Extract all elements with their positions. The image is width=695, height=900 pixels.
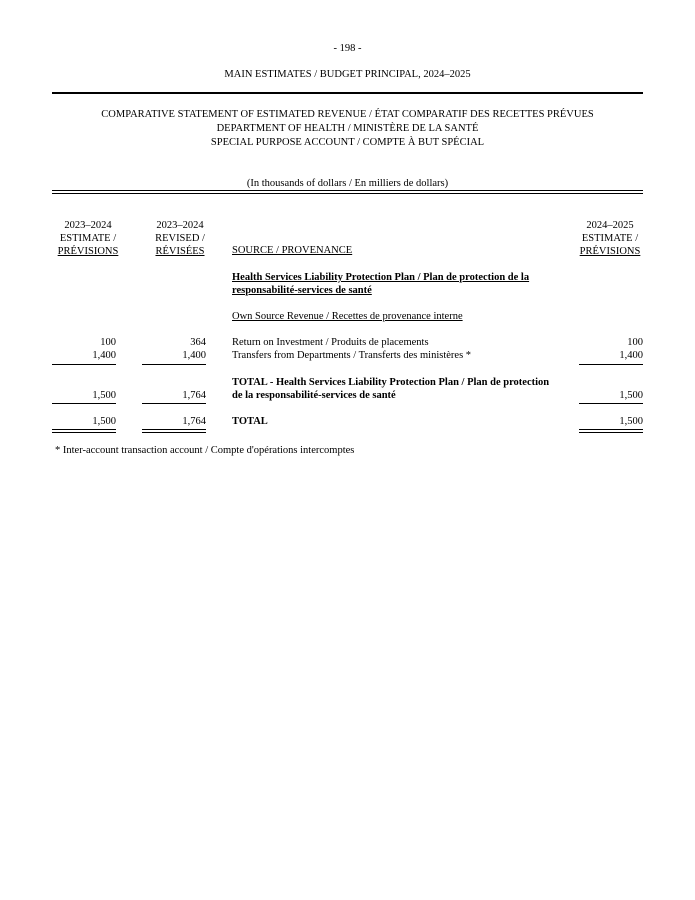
subtotal-estimate-2024: 1,500 bbox=[619, 390, 643, 401]
double-rule-bottom-revised-2023 bbox=[142, 432, 206, 433]
column-header-source: SOURCE / PROVENANCE bbox=[232, 245, 353, 256]
double-rule-top-revised-2023 bbox=[142, 429, 206, 430]
column-header-revised-2023: 2023–2024 REVISED / RÉVISÉES bbox=[155, 220, 205, 257]
page-number: - 198 - bbox=[333, 43, 362, 54]
units-note: (In thousands of dollars / En milliers de dollars) bbox=[246, 178, 449, 189]
subtotal-label: TOTAL - Health Services Liability Protection Plan / Plan de protection bbox=[232, 377, 550, 388]
statement-title: COMPARATIVE STATEMENT OF ESTIMATED REVENUE / ÉTAT COMPARATIF DES RECETTES PRÉVUES bbox=[101, 109, 594, 120]
row-2-estimate-2024: 1,400 bbox=[619, 350, 643, 361]
subtotal-rule-revised-2023 bbox=[142, 364, 206, 365]
total-revised-2023: 1,764 bbox=[182, 416, 206, 427]
row-2-revised-2023: 1,400 bbox=[182, 350, 206, 361]
row-1-estimate-2023: 100 bbox=[100, 337, 116, 348]
double-rule-top-estimate-2024 bbox=[579, 429, 643, 430]
column-header-estimate-2023: 2023–2024 ESTIMATE / PRÉVISIONS bbox=[57, 220, 119, 257]
section-subheading: Own Source Revenue / Recettes de provenance interne bbox=[232, 311, 463, 322]
section-heading: Health Services Liability Protection Plan / Plan de protection de la bbox=[232, 272, 530, 283]
footnote: * Inter-account transaction account / Compte d'opérations intercomptes bbox=[55, 445, 355, 456]
subtotal-estimate-2023: 1,500 bbox=[92, 390, 116, 401]
double-rule-top-estimate-2023 bbox=[52, 429, 116, 430]
total-estimate-2024: 1,500 bbox=[619, 416, 643, 427]
units-rule-top bbox=[52, 190, 643, 191]
running-head: MAIN ESTIMATES / BUDGET PRINCIPAL, 2024–2025 bbox=[224, 69, 471, 80]
section-heading-continued: responsabilité-services de santé bbox=[232, 285, 372, 296]
row-2-label: Transfers from Departments / Transferts des ministères * bbox=[232, 350, 472, 361]
row-1-revised-2023: 364 bbox=[190, 337, 206, 348]
total-rule-estimate-2024 bbox=[579, 403, 643, 404]
subtotal-rule-estimate-2023 bbox=[52, 364, 116, 365]
total-rule-revised-2023 bbox=[142, 403, 206, 404]
row-1-estimate-2024: 100 bbox=[627, 337, 643, 348]
double-rule-bottom-estimate-2023 bbox=[52, 432, 116, 433]
account-title: SPECIAL PURPOSE ACCOUNT / COMPTE À BUT SPÉCIAL bbox=[210, 137, 485, 148]
subtotal-revised-2023: 1,764 bbox=[182, 390, 206, 401]
department-title: DEPARTMENT OF HEALTH / MINISTÈRE DE LA SANTÉ bbox=[216, 123, 479, 134]
row-2-estimate-2023: 1,400 bbox=[92, 350, 116, 361]
row-1-label: Return on Investment / Produits de placements bbox=[232, 337, 429, 348]
header-rule bbox=[52, 92, 643, 94]
subtotal-rule-estimate-2024 bbox=[579, 364, 643, 365]
total-label: TOTAL bbox=[232, 416, 268, 427]
total-rule-estimate-2023 bbox=[52, 403, 116, 404]
column-header-estimate-2024: 2024–2025 ESTIMATE / PRÉVISIONS bbox=[579, 220, 641, 257]
double-rule-bottom-estimate-2024 bbox=[579, 432, 643, 433]
subtotal-label-continued: de la responsabilité-services de santé bbox=[232, 390, 396, 401]
units-rule-bottom bbox=[52, 193, 643, 194]
total-estimate-2023: 1,500 bbox=[92, 416, 116, 427]
